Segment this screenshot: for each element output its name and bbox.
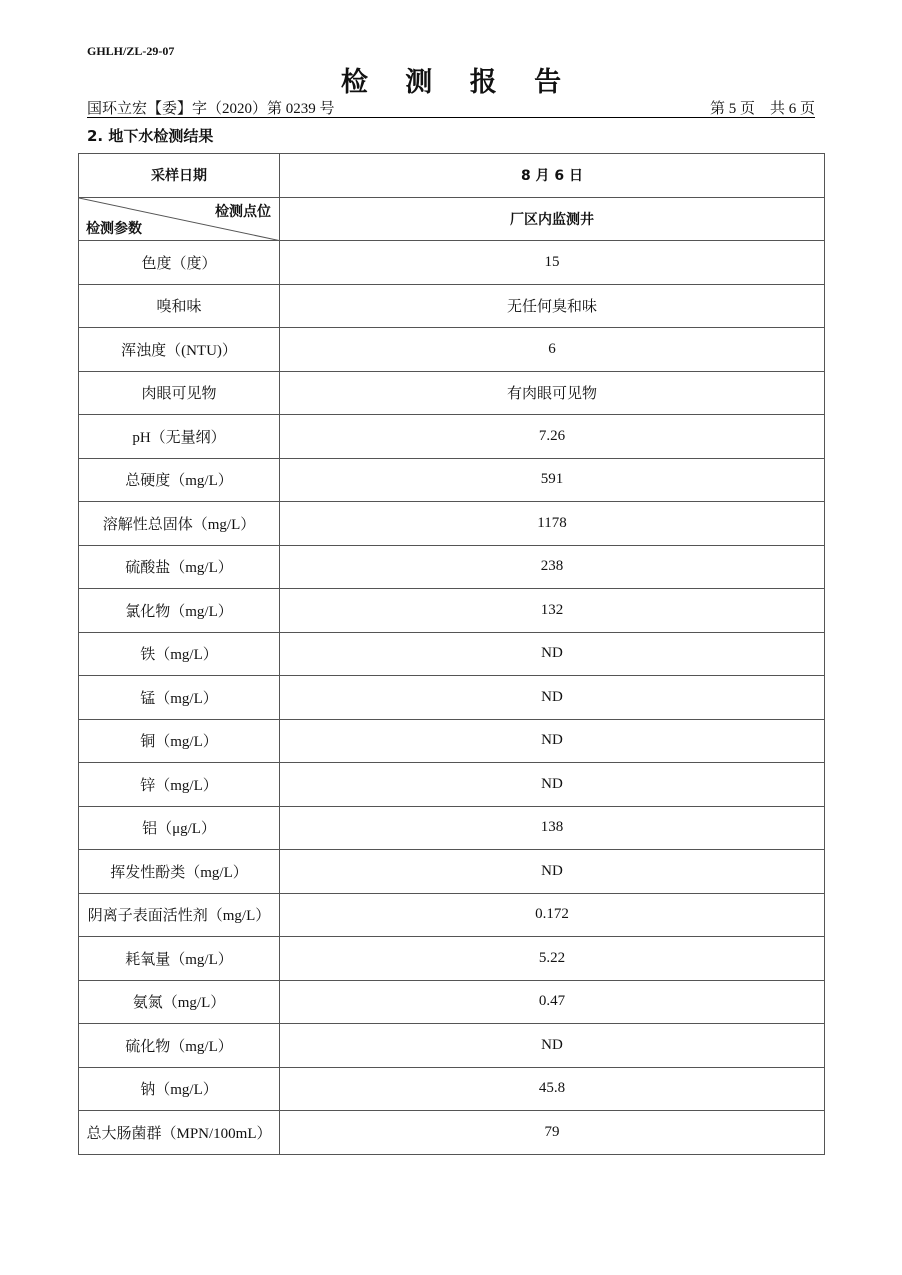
table-row [79,241,825,285]
sampling-date-value: 8 月 6 日 [280,154,825,198]
parameter-value: 79 [280,1111,825,1155]
table-row [79,850,825,894]
parameter-name: 氨氮（mg/L） [79,980,280,1024]
table-row [79,1067,825,1111]
parameter-name: 硫化物（mg/L） [79,1024,280,1068]
table-row [79,676,825,720]
parameter-name: 锰（mg/L） [79,676,280,720]
corner-parameter-label: 检测参数 [86,221,142,237]
table-row [79,589,825,633]
table-row [79,415,825,459]
results-table [78,153,825,1155]
parameter-name: 溶解性总固体（mg/L） [79,502,280,546]
table-row [79,763,825,807]
parameter-value: ND [280,632,825,676]
report-title: 检 测 报 告 [340,67,576,98]
parameter-name: 阴离子表面活性剂（mg/L） [79,893,280,937]
table-row [79,980,825,1024]
parameter-name: 总硬度（mg/L） [79,458,280,502]
section-title: 2. 地下水检测结果 [87,127,214,145]
parameter-name: 色度（度） [79,241,280,285]
corner-header-cell [79,197,280,241]
parameter-value: 238 [280,545,825,589]
parameter-value: 有肉眼可见物 [280,371,825,415]
table-row [79,458,825,502]
page-number: 第 5 页 共 6 页 [709,101,815,117]
header-rule [87,117,815,118]
parameter-value: 591 [280,458,825,502]
parameter-value: ND [280,763,825,807]
parameter-name: 铜（mg/L） [79,719,280,763]
document-code: GHLH/ZL-29-07 [87,44,175,58]
parameter-name: pH（无量纲） [79,415,280,459]
parameter-value: ND [280,676,825,720]
table-row [79,806,825,850]
parameter-name: 锌（mg/L） [79,763,280,807]
table-row [79,328,825,372]
corner-location-label: 检测点位 [215,203,271,220]
parameter-name: 铁（mg/L） [79,632,280,676]
parameter-name: 硫酸盐（mg/L） [79,545,280,589]
table-row [79,371,825,415]
parameter-value: 132 [280,589,825,633]
parameter-value: 5.22 [280,937,825,981]
table-row [79,937,825,981]
table-row [79,502,825,546]
parameter-value: ND [280,719,825,763]
parameter-value: 45.8 [280,1067,825,1111]
table-row [79,632,825,676]
parameter-value: ND [280,850,825,894]
parameter-value: 138 [280,806,825,850]
location-row [79,197,825,241]
parameter-value: 1178 [280,502,825,546]
parameter-name: 总大肠菌群（MPN/100mL） [79,1111,280,1155]
parameter-name: 挥发性酚类（mg/L） [79,850,280,894]
table-row [79,545,825,589]
sampling-date-label: 采样日期 [79,154,280,198]
parameter-value: 0.172 [280,893,825,937]
parameter-name: 钠（mg/L） [79,1067,280,1111]
parameter-value: 15 [280,241,825,285]
table-row [79,1111,825,1155]
table-row [79,284,825,328]
parameter-value: 7.26 [280,415,825,459]
report-number: 国环立宏【委】字（2020）第 0239 号 [87,101,335,117]
table-row [79,1024,825,1068]
parameter-name: 肉眼可见物 [79,371,280,415]
parameter-name: 耗氧量（mg/L） [79,937,280,981]
parameter-value: 0.47 [280,980,825,1024]
parameter-name: 铝（μg/L） [79,806,280,850]
table-row [79,719,825,763]
parameter-value: 6 [280,328,825,372]
parameter-value: ND [280,1024,825,1068]
sampling-date-row [79,154,825,198]
parameter-name: 浑浊度（(NTU)） [79,328,280,372]
location-value: 厂区内监测井 [280,197,825,241]
parameter-name: 氯化物（mg/L） [79,589,280,633]
parameter-name: 嗅和味 [79,284,280,328]
table-row [79,893,825,937]
parameter-value: 无任何臭和味 [280,284,825,328]
